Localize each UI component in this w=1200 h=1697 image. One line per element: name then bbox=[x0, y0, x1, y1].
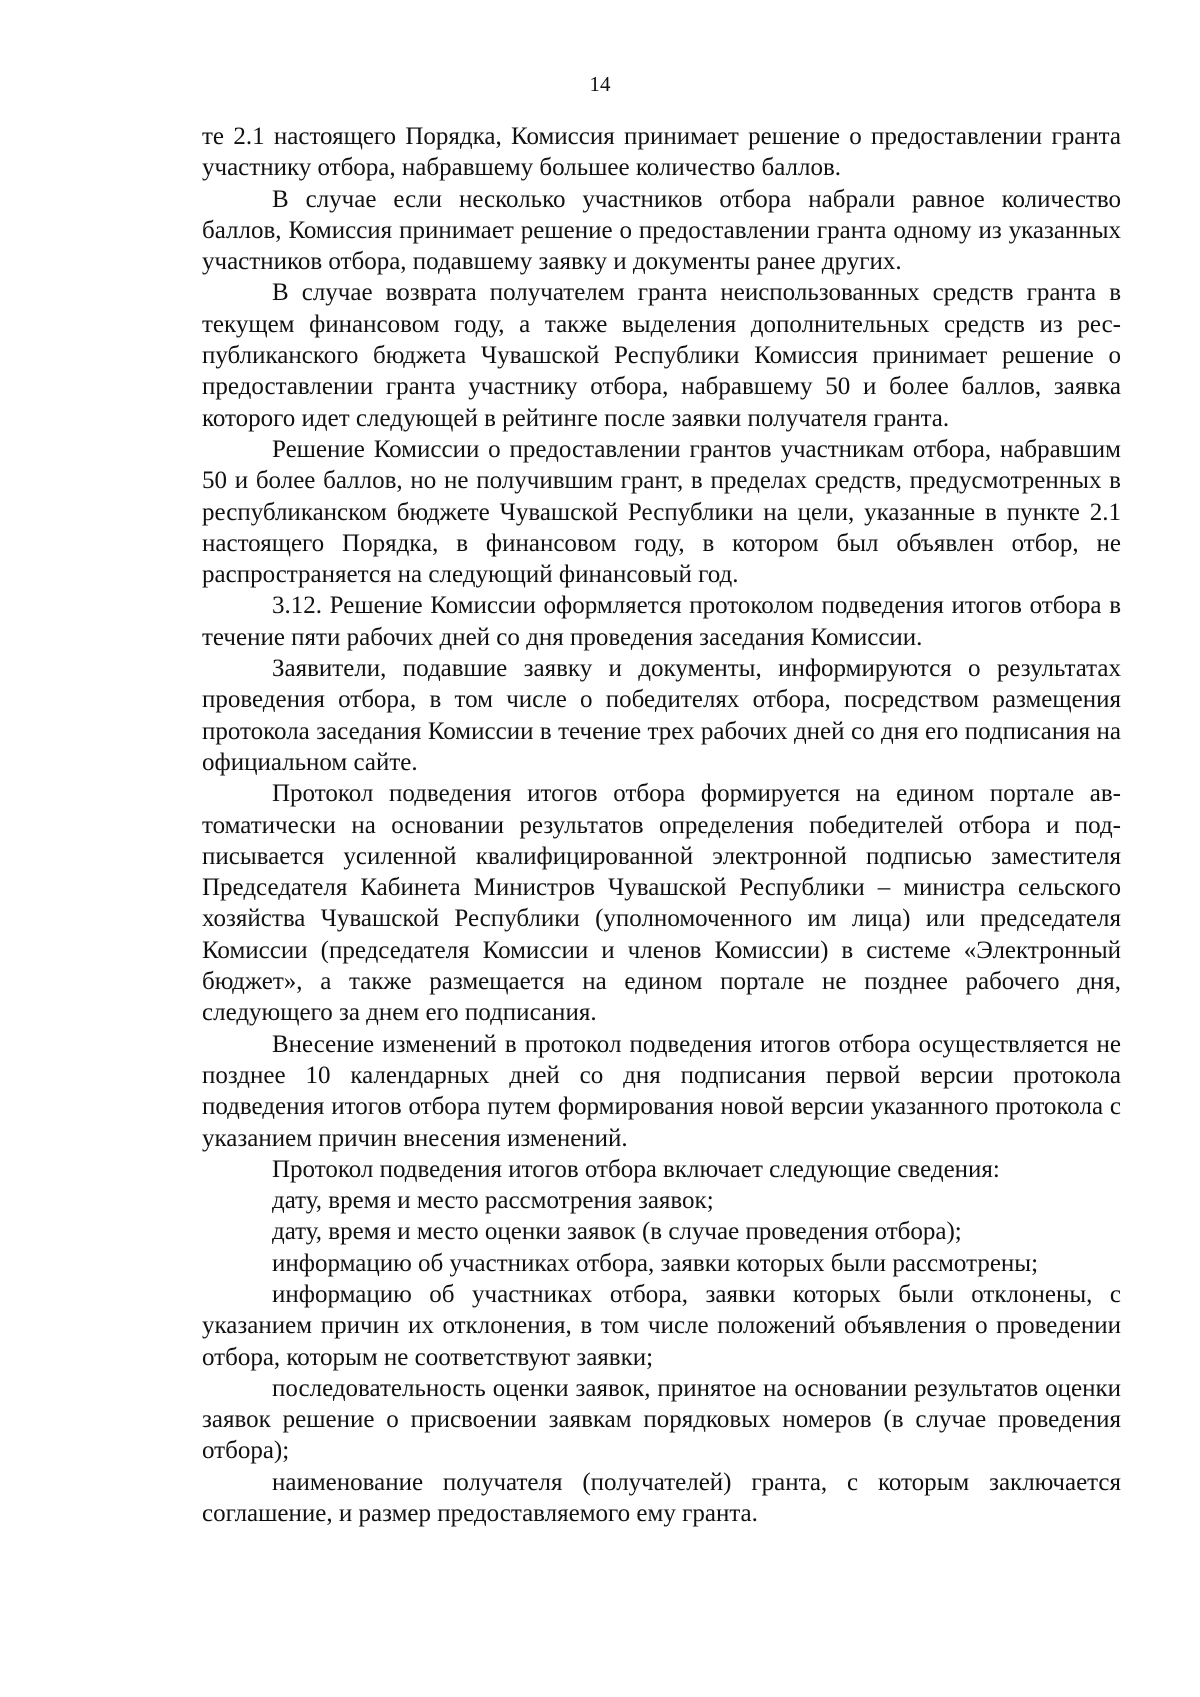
list-item: дату, время и место оценки заявок (в случае проведения отбора); bbox=[272, 1218, 962, 1246]
paragraph: В случае возврата получателем гранта неиспользованных средств гранта в текущем финансовом году, а также выделения дополнительных средств из республиканского бюджета Чувашской Республики Комиссия принимает решение о предоставлении гранта участнику отбора, набравшему 50 и более баллов, заявка которого идет следующей в рейтинге после заявки получателя гранта. bbox=[202, 279, 1121, 432]
list-item: дату, время и место рассмотрения заявок; bbox=[272, 1187, 714, 1215]
list-item: наименование получателя (получателей) гранта, с которым заключается соглашение, и размер предоставляемого ему гранта. bbox=[202, 1468, 1121, 1528]
document-body bbox=[202, 121, 1121, 1529]
paragraph: Протокол подведения итогов отбора включает следующие сведения: bbox=[272, 1155, 1000, 1183]
page-number: 14 bbox=[589, 72, 611, 96]
paragraph: Протокол подведения итогов отбора формируется на едином портале автоматически на основании результатов определения победителей отбора и подписывается усиленной квалифицированной электронной подписью заместителя Председателя Кабинета Министров Чувашской Республики – министра сельского хозяйства Чувашской Республики (уполномоченного им лица) или председателя Комиссии (председателя Комиссии и членов Комиссии) в системе «Электронный бюджет», а также размещается на едином портале не позднее рабочего дня, следующего за днем его подписания. bbox=[202, 780, 1121, 1027]
paragraph: Решение Комиссии о предоставлении грантов участникам отбора, набравшим 50 и более баллов, но не получившим грант, в пределах средств, предусмотренных в республиканском бюджете Чувашской Республики на цели, указанные в пункте 2.1 настоящего Порядка, в финансовом году, в котором был объявлен отбор, не распространяется на следующий финансовый год. bbox=[202, 435, 1121, 589]
paragraph: Заявители, подавшие заявку и документы, информируются о результатах проведения отбора, в том числе о победителях отбора, посредством размещения протокола заседания Комиссии в течение трех рабочих дней со дня его подписания на официальном сайте. bbox=[202, 655, 1121, 776]
list-item: последовательность оценки заявок, принятое на основании результатов оценки заявок решение о присвоении заявкам порядковых номеров (в случае проведения отбора); bbox=[202, 1374, 1121, 1465]
list-item: информацию об участниках отбора, заявки которых были рассмотрены; bbox=[272, 1249, 1039, 1277]
paragraph: 3.12. Решение Комиссии оформляется протоколом подведения итогов отбора в течение пяти рабочих дней со дня проведения заседания Комиссии. bbox=[202, 592, 1121, 651]
paragraph: Внесение изменений в протокол подведения итогов отбора осуществляется не позднее 10 календарных дней со дня подписания первой версии протокола подведения итогов отбора путем формирования новой версии указанного протокола с указанием причин внесения изменений. bbox=[202, 1030, 1121, 1152]
paragraph: те 2.1 настоящего Порядка, Комиссия принимает решение о предоставлении гранта участнику отбора, набравшему большее количество баллов. bbox=[202, 123, 1121, 182]
paragraph: В случае если несколько участников отбора набрали равное количество баллов, Комиссия принимает решение о предоставлении гранта одному из указанных участников отбора, подавшему заявку и документы ранее других. bbox=[202, 185, 1121, 276]
list-item: информацию об участниках отбора, заявки которых были отклонены, с указанием причин их отклонения, в том числе положений объявления о проведении отбора, которым не соответствуют заявки; bbox=[202, 1280, 1121, 1371]
